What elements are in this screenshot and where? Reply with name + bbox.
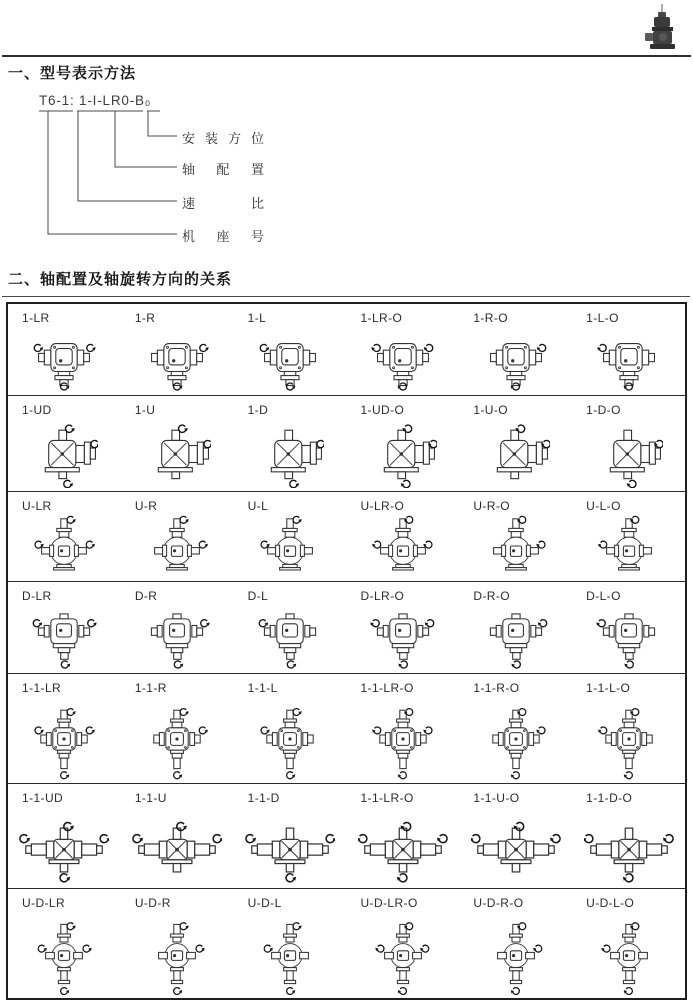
rotation-arrow — [398, 661, 407, 668]
label-char: 号 — [250, 229, 264, 244]
label-char: 速 — [182, 196, 196, 211]
config-cell — [121, 396, 234, 491]
gearbox-diagram-icon — [256, 420, 324, 488]
gearbox-diagram — [482, 420, 550, 488]
config-cell — [346, 396, 459, 491]
config-cell — [234, 674, 347, 783]
config-label: U-L-O — [586, 499, 621, 513]
gearbox-diagram-icon — [471, 816, 561, 885]
config-label: 1-1-D-O — [586, 791, 633, 805]
gearbox-diagram — [19, 816, 109, 885]
gearbox-diagram — [370, 604, 436, 670]
gearbox-diagram — [483, 328, 549, 392]
gearbox-diagram — [369, 420, 437, 488]
rotation-arrow — [375, 945, 384, 952]
rotation-arrow — [550, 835, 560, 843]
config-cell — [8, 582, 121, 673]
rotation-arrow — [317, 440, 324, 447]
config-cell — [459, 396, 572, 491]
rotation-arrow — [61, 772, 70, 779]
config-label: 1-1-U — [134, 791, 167, 805]
gearbox-product-photo — [643, 4, 681, 54]
config-cell — [572, 784, 685, 888]
gearbox-diagram — [483, 604, 549, 670]
rotation-arrow — [199, 541, 208, 548]
rotation-arrow — [213, 835, 222, 843]
rotation-arrow — [293, 923, 302, 930]
rotation-arrow — [261, 727, 270, 734]
gearbox-diagram — [31, 604, 97, 670]
rotation-arrow — [372, 541, 381, 548]
rotation-arrow — [536, 727, 545, 734]
gearbox-diagram-icon — [597, 706, 661, 780]
label-char: 方 — [227, 131, 241, 146]
config-row — [8, 395, 685, 491]
gearbox-diagram — [584, 816, 674, 885]
rotation-arrow — [537, 620, 546, 627]
gearbox-diagram — [256, 420, 324, 488]
config-cell — [459, 889, 572, 998]
rotation-arrow — [287, 661, 296, 668]
gearbox-diagram-icon — [484, 514, 548, 578]
config-cell — [234, 582, 347, 673]
gearbox-diagram-icon — [132, 816, 222, 885]
config-row — [8, 783, 685, 888]
rotation-arrow — [83, 945, 92, 952]
config-label: D-L — [247, 589, 269, 603]
config-label: 1-R-O — [473, 311, 508, 325]
config-cell — [234, 889, 347, 998]
gearbox-diagram — [32, 706, 96, 780]
gearbox-diagram — [245, 816, 335, 885]
config-row — [8, 491, 685, 581]
config-cell — [346, 582, 459, 673]
gearbox-diagram — [370, 328, 436, 392]
gearbox-diagram — [257, 328, 323, 392]
config-label: 1-UD-O — [360, 403, 405, 417]
label-char: 机 — [182, 229, 196, 244]
rotation-arrow — [261, 541, 270, 548]
rotation-arrow — [180, 923, 189, 930]
gearbox-diagram — [31, 328, 97, 392]
rotation-arrow — [179, 425, 188, 432]
model-code: T6-1: 1-I-LR0-B₀ — [39, 93, 152, 108]
config-row — [8, 581, 685, 673]
config-cell — [572, 396, 685, 491]
gearbox-diagram-icon — [258, 514, 322, 578]
config-cell — [346, 304, 459, 395]
config-cell — [234, 784, 347, 888]
gearbox-diagram — [358, 816, 448, 885]
rotation-arrow — [536, 541, 545, 548]
rotation-arrow — [398, 772, 407, 779]
model-code-label-mounting-orientation — [182, 128, 264, 147]
label-char: 比 — [250, 196, 264, 211]
rotation-arrow — [64, 823, 74, 831]
rotation-arrow — [623, 772, 632, 779]
config-label: 1-R — [134, 311, 156, 325]
gearbox-diagram-icon — [258, 706, 322, 780]
rotation-arrow — [425, 620, 434, 627]
gearbox-diagram — [145, 514, 209, 578]
config-cell — [459, 582, 572, 673]
rotation-arrow — [201, 620, 210, 627]
gearbox-diagram-icon — [584, 816, 674, 885]
config-cell — [121, 492, 234, 581]
config-label: 1-1-D — [247, 791, 280, 805]
rotation-arrow — [264, 945, 273, 952]
rotation-arrow — [510, 988, 519, 995]
rotation-arrow — [64, 480, 73, 487]
gearbox-diagram-icon — [258, 921, 322, 995]
gearbox-diagram — [30, 420, 98, 488]
gearbox-diagram-icon — [257, 604, 323, 670]
rotation-arrow — [398, 988, 407, 995]
config-cell — [8, 396, 121, 491]
rotation-arrow — [175, 661, 184, 668]
gearbox-diagram-icon — [369, 420, 437, 488]
config-cell — [8, 304, 121, 395]
gearbox-diagram-icon — [245, 816, 335, 885]
rotation-arrow — [420, 945, 429, 952]
config-cell — [8, 784, 121, 888]
config-cell — [572, 889, 685, 998]
gearbox-diagram-icon — [31, 604, 97, 670]
gearbox-diagram-icon — [371, 921, 435, 995]
shaft-config-table — [6, 302, 687, 1000]
gearbox-diagram-icon — [143, 420, 211, 488]
rotation-arrow — [174, 988, 183, 995]
rotation-arrow — [180, 516, 189, 523]
rotation-arrow — [35, 541, 44, 548]
config-label: 1-U-O — [473, 403, 508, 417]
label-char: 装 — [204, 131, 218, 146]
config-cell — [346, 492, 459, 581]
gearbox-diagram-icon — [371, 514, 435, 578]
config-label: U-D-LR — [22, 896, 66, 910]
rotation-arrow — [596, 620, 605, 627]
gearbox-diagram-icon — [484, 921, 548, 995]
config-cell — [121, 889, 234, 998]
rotation-arrow — [61, 988, 70, 995]
gearbox-diagram-icon — [19, 816, 109, 885]
gearbox-diagram-icon — [595, 420, 663, 488]
config-label: 1-UD — [22, 403, 52, 417]
config-label: U-R — [134, 499, 158, 513]
rotation-arrow — [62, 661, 71, 668]
rotation-arrow — [91, 440, 98, 447]
gearbox-diagram — [484, 921, 548, 995]
gearbox-diagram-icon — [144, 604, 210, 670]
config-cell — [121, 784, 234, 888]
rotation-arrow — [622, 874, 632, 882]
rotation-arrow — [66, 425, 75, 432]
rotation-arrow — [401, 480, 410, 487]
config-row — [8, 304, 685, 395]
gearbox-diagram-icon — [370, 328, 436, 392]
rotation-arrow — [537, 344, 546, 351]
gearbox-diagram-icon — [145, 921, 209, 995]
config-row — [8, 673, 685, 783]
config-label: D-R-O — [473, 589, 510, 603]
rotation-arrow — [196, 945, 205, 952]
gearbox-diagram — [371, 921, 435, 995]
rotation-arrow — [626, 480, 635, 487]
label-char: 轴 — [182, 162, 196, 177]
gearbox-photo-image — [643, 4, 681, 54]
gearbox-diagram — [258, 706, 322, 780]
config-cell — [572, 304, 685, 395]
config-cell — [572, 674, 685, 783]
rotation-arrow — [623, 988, 632, 995]
rotation-arrow — [260, 344, 269, 351]
config-label: U-R-O — [473, 499, 510, 513]
config-cell — [121, 582, 234, 673]
top-divider — [2, 55, 691, 57]
gearbox-diagram — [371, 514, 435, 578]
gearbox-diagram-icon — [483, 328, 549, 392]
gearbox-diagram — [371, 706, 435, 780]
rotation-arrow — [87, 727, 96, 734]
config-cell — [572, 582, 685, 673]
rotation-arrow — [370, 620, 379, 627]
config-label: 1-LR — [22, 311, 50, 325]
config-cell — [459, 304, 572, 395]
rotation-arrow — [471, 835, 480, 843]
rotation-arrow — [34, 620, 43, 627]
rotation-arrow — [246, 835, 256, 843]
config-label: U-D-L-O — [586, 896, 635, 910]
label-char: 置 — [250, 162, 264, 177]
gearbox-diagram — [32, 514, 96, 578]
gearbox-diagram — [144, 328, 210, 392]
rotation-arrow — [598, 541, 607, 548]
rotation-arrow — [533, 945, 542, 952]
label-char: 位 — [250, 131, 264, 146]
config-label: U-LR-O — [360, 499, 405, 513]
rotation-arrow — [423, 541, 432, 548]
rotation-arrow — [597, 344, 606, 351]
config-cell — [346, 889, 459, 998]
rotation-arrow — [204, 440, 211, 447]
config-cell — [8, 674, 121, 783]
gearbox-diagram-icon — [32, 514, 96, 578]
rotation-arrow — [20, 835, 30, 843]
rotation-arrow — [293, 709, 302, 716]
rotation-arrow — [287, 772, 296, 779]
gearbox-diagram-icon — [145, 706, 209, 780]
gearbox-diagram — [145, 706, 209, 780]
gearbox-diagram-icon — [484, 706, 548, 780]
rotation-arrow — [584, 835, 593, 843]
model-code-label-frame-number — [182, 226, 264, 245]
rotation-arrow — [39, 945, 48, 952]
config-cell — [234, 304, 347, 395]
config-label: 1-1-U-O — [473, 791, 520, 805]
gearbox-diagram — [597, 514, 661, 578]
config-label: 1-1-LR — [22, 681, 62, 695]
rotation-arrow — [133, 835, 143, 843]
config-label: 1-D — [247, 403, 269, 417]
config-label: D-LR-O — [360, 589, 405, 603]
section2-divider — [2, 296, 690, 297]
gearbox-diagram — [471, 816, 561, 885]
rotation-arrow — [511, 661, 520, 668]
section1-heading: 一、型号表示方法 — [8, 65, 137, 82]
rotation-arrow — [87, 344, 96, 351]
config-cell — [459, 784, 572, 888]
gearbox-diagram-icon — [483, 604, 549, 670]
gearbox-diagram-icon — [597, 514, 661, 578]
config-cell — [459, 492, 572, 581]
config-row — [8, 888, 685, 998]
gearbox-diagram — [484, 514, 548, 578]
gearbox-diagram — [32, 921, 96, 995]
gearbox-diagram-icon — [31, 328, 97, 392]
rotation-arrow — [371, 344, 380, 351]
config-cell — [346, 674, 459, 783]
gearbox-diagram-icon — [32, 921, 96, 995]
rotation-arrow — [88, 620, 97, 627]
rotation-arrow — [424, 344, 433, 351]
gearbox-diagram-icon — [145, 514, 209, 578]
rotation-arrow — [662, 835, 672, 843]
gearbox-diagram — [595, 420, 663, 488]
rotation-arrow — [290, 480, 299, 487]
config-label: 1-U — [134, 403, 156, 417]
rotation-arrow — [200, 344, 209, 351]
gearbox-diagram — [145, 921, 209, 995]
rotation-arrow — [601, 945, 610, 952]
rotation-arrow — [598, 727, 607, 734]
config-label: 1-1-L-O — [586, 681, 631, 695]
gearbox-diagram — [597, 706, 661, 780]
rotation-arrow — [35, 344, 44, 351]
rotation-arrow — [437, 835, 447, 843]
gearbox-diagram — [143, 420, 211, 488]
config-label: 1-1-LR-O — [360, 791, 414, 805]
config-cell — [121, 674, 234, 783]
config-label: U-D-R-O — [473, 896, 524, 910]
rotation-arrow — [101, 835, 110, 843]
rotation-arrow — [67, 709, 76, 716]
rotation-arrow — [177, 823, 187, 831]
model-code-label-shaft-configuration — [182, 159, 264, 178]
gearbox-diagram-icon — [482, 420, 550, 488]
gearbox-diagram-icon — [596, 604, 662, 670]
rotation-arrow — [67, 923, 76, 930]
rotation-arrow — [35, 727, 44, 734]
config-cell — [234, 396, 347, 491]
config-label: 1-1-R — [134, 681, 167, 695]
rotation-arrow — [397, 874, 407, 882]
rotation-arrow — [67, 516, 76, 523]
config-label: U-D-L — [247, 896, 282, 910]
config-cell — [572, 492, 685, 581]
config-label: U-L — [247, 499, 269, 513]
gearbox-diagram-icon — [32, 706, 96, 780]
gearbox-diagram-icon — [370, 604, 436, 670]
gearbox-diagram — [484, 706, 548, 780]
gearbox-diagram — [258, 514, 322, 578]
config-label: U-D-LR-O — [360, 896, 418, 910]
rotation-arrow — [286, 874, 296, 882]
gearbox-diagram — [597, 921, 661, 995]
gearbox-diagram — [596, 328, 662, 392]
gearbox-diagram — [132, 816, 222, 885]
rotation-arrow — [293, 516, 302, 523]
gearbox-diagram-icon — [30, 420, 98, 488]
config-label: D-R — [134, 589, 158, 603]
config-cell — [121, 304, 234, 395]
gearbox-diagram — [144, 604, 210, 670]
rotation-arrow — [287, 988, 296, 995]
rotation-arrow — [60, 874, 70, 882]
config-label: 1-L — [247, 311, 267, 325]
gearbox-diagram-icon — [371, 706, 435, 780]
config-label: U-D-R — [134, 896, 171, 910]
rotation-arrow — [199, 727, 208, 734]
config-cell — [8, 889, 121, 998]
rotation-arrow — [358, 835, 367, 843]
rotation-arrow — [259, 620, 268, 627]
model-code-label-speed-ratio — [182, 193, 264, 212]
config-label: D-LR — [22, 589, 52, 603]
config-label: 1-1-L — [247, 681, 278, 695]
gearbox-diagram — [257, 604, 323, 670]
label-char: 配 — [216, 162, 230, 177]
rotation-arrow — [174, 772, 183, 779]
config-cell — [234, 492, 347, 581]
rotation-arrow — [180, 709, 189, 716]
config-cell — [346, 784, 459, 888]
config-cell — [8, 492, 121, 581]
config-label: 1-1-R-O — [473, 681, 520, 695]
label-char: 座 — [216, 229, 230, 244]
config-label: U-LR — [22, 499, 52, 513]
gearbox-diagram-icon — [257, 328, 323, 392]
config-label: 1-LR-O — [360, 311, 403, 325]
config-label: 1-D-O — [586, 403, 621, 417]
gearbox-diagram-icon — [596, 328, 662, 392]
config-label: D-L-O — [586, 589, 621, 603]
gearbox-diagram-icon — [597, 921, 661, 995]
section2-heading: 二、轴配置及轴旋转方向的关系 — [8, 271, 233, 288]
gearbox-diagram — [596, 604, 662, 670]
config-label: 1-1-UD — [22, 791, 64, 805]
config-label: 1-L-O — [586, 311, 619, 325]
gearbox-diagram-icon — [358, 816, 448, 885]
gearbox-diagram-icon — [144, 328, 210, 392]
label-char: 安 — [182, 131, 196, 146]
config-cell — [459, 674, 572, 783]
rotation-arrow — [372, 727, 381, 734]
rotation-arrow — [624, 661, 633, 668]
rotation-arrow — [510, 772, 519, 779]
gearbox-diagram — [258, 921, 322, 995]
rotation-arrow — [326, 835, 335, 843]
config-label: 1-1-LR-O — [360, 681, 414, 695]
rotation-arrow — [87, 541, 96, 548]
rotation-arrow — [423, 727, 432, 734]
